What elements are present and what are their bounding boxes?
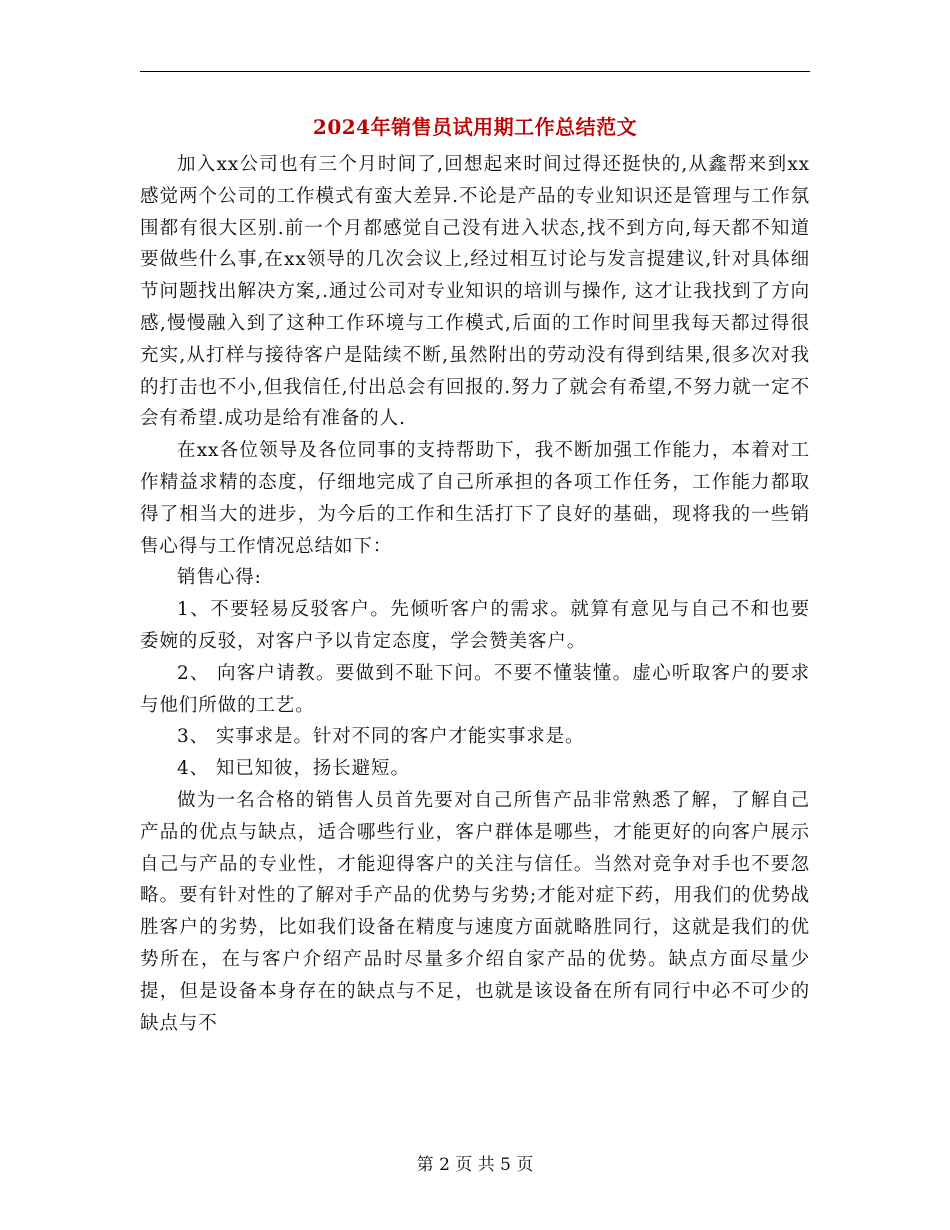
page-footer	[0, 1153, 950, 1177]
document-title: 2024年销售员试用期工作总结范文	[312, 115, 638, 139]
header-rule	[140, 71, 810, 72]
paragraph-heading-sales-insights: 销售心得:	[177, 567, 262, 589]
list-item-1: 1、不要轻易反驳客户。先倾听客户的需求。就算有意见与自己不和也要委婉的反驳，对客户予以肯定态度，学会赞美客户。	[140, 599, 810, 652]
paragraph-product-knowledge: 做为一名合格的销售人员首先要对自己所售产品非常熟悉了解，了解自己产品的优点与缺点，适合哪些行业，客户群体是哪些，才能更好的向客户展示自己与产品的专业性，才能迎得客户的关注与信任。当然对竞争对手也不要忽略。要有针对性的了解对手产品的优势与劣势;才能对症下药，用我们的优势战胜客户的劣势，比如我们设备在精度与速度方面就略胜同行，这就是我们的优势所在，在与客户介绍产品时尽量多介绍自家产品的优势。缺点方面尽量少提，但是设备本身存在的缺点与不足，也就是该设备在所有同行中必不可少的缺点与不	[140, 789, 810, 1034]
list-item-4: 4、 知已知彼，扬长避短。	[177, 758, 410, 780]
paragraph-support: 在xx各位领导及各位同事的支持帮助下，我不断加强工作能力，本着对工作精益求精的态度，仔细地完成了自己所承担的各项工作任务，工作能力都取得了相当大的进步，为今后的工作和生活打下了良好的基础，现将我的一些销售心得与工作情况总结如下：	[140, 440, 810, 557]
document-body	[140, 149, 810, 1039]
paragraph-intro: 加入xx公司也有三个月时间了,回想起来时间过得还挺快的,从鑫帮来到xx感觉两个公司的工作模式有蛮大差异.不论是产品的专业知识还是管理与工作氛围都有很大区别.前一个月都感觉自己没有进入状态,找不到方向,每天都不知道要做些什么事,在xx领导的几次会议上,经过相互讨论与发言提建议,针对具体细节问题找出解决方案,.通过公司对专业知识的培训与操作, 这才让我找到了方向感,慢慢融入到了这种工作环境与工作模式,后面的工作时间里我每天都过得很充实,从打样与接待客户是陆续不断,虽然附出的劳动没有得到结果,很多次对我的打击也不小,但我信任,付出总会有回报的.努力了就会有希望,不努力就一定不会有希望.成功是给有准备的人.	[140, 154, 810, 430]
list-item-3: 3、 实事求是。针对不同的客户才能实事求是。	[177, 726, 585, 748]
page-number: 第 2 页 共 5 页	[416, 1155, 534, 1175]
list-item-2: 2、 向客户请教。要做到不耻下问。不要不懂装懂。虚心听取客户的要求与他们所做的工艺。	[140, 662, 810, 716]
